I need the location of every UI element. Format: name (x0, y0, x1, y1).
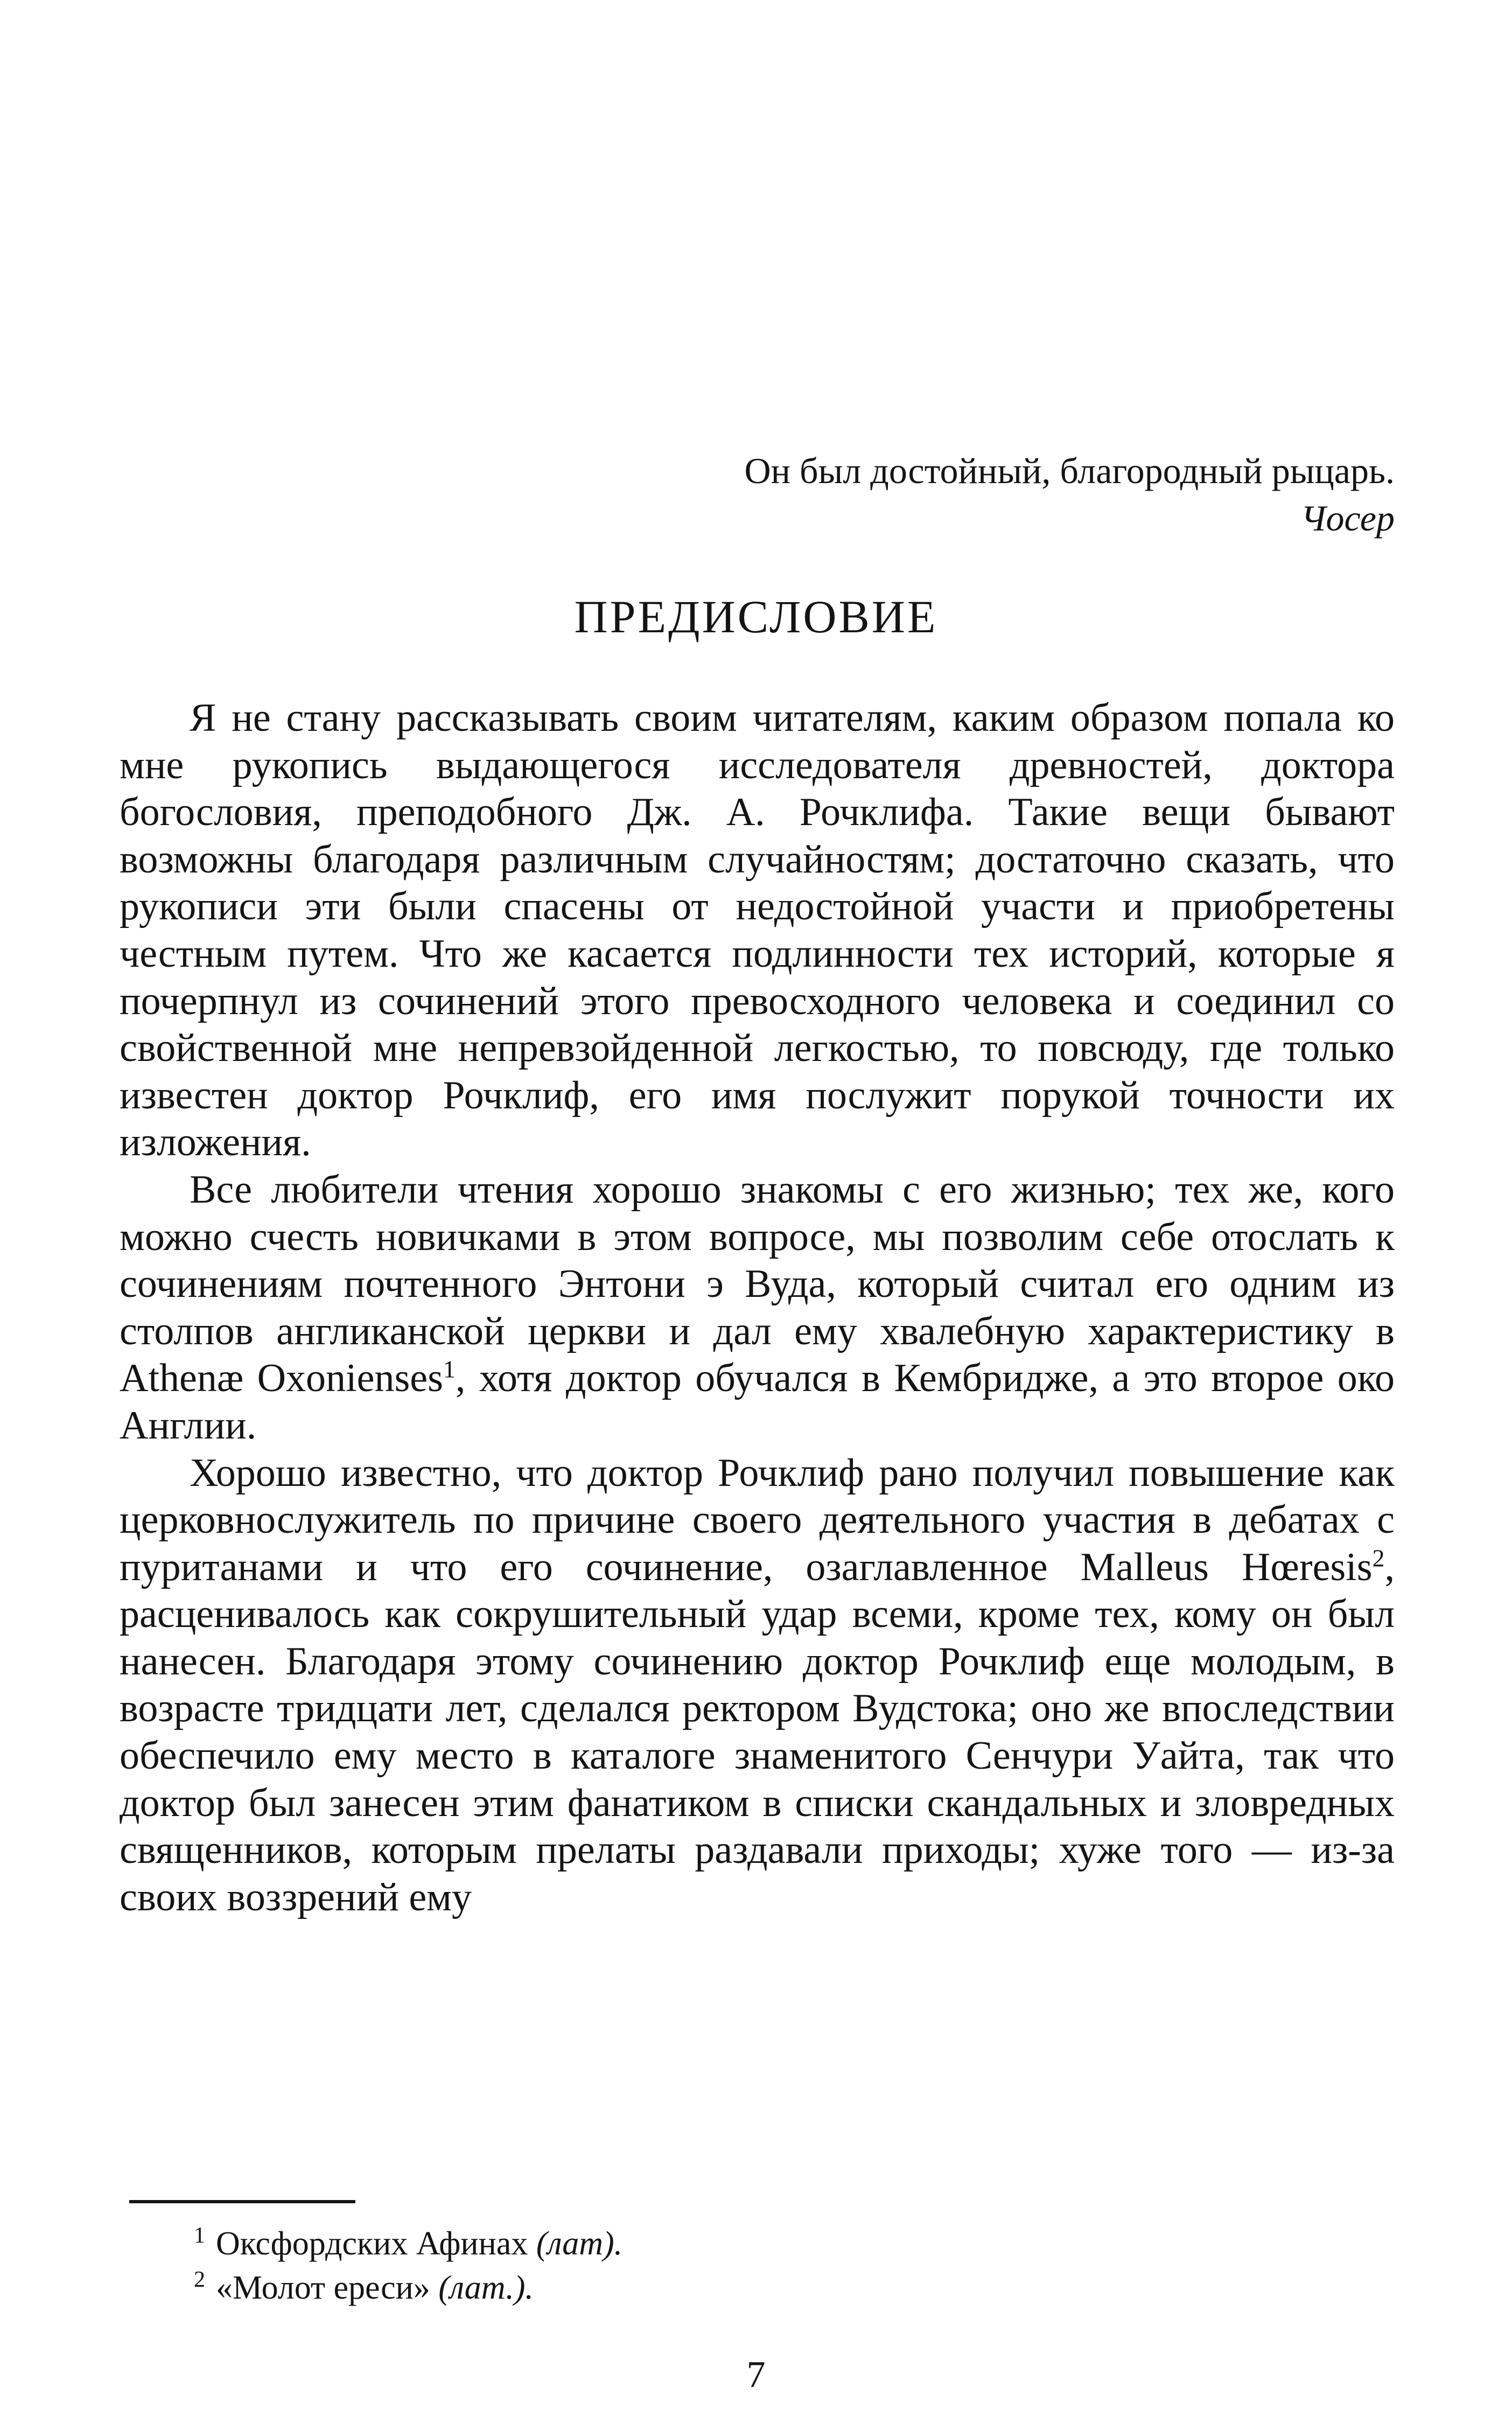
paragraph-2 (120, 1167, 1395, 1450)
footnote-1-lang: (лат). (536, 2225, 623, 2262)
footnote-1-text: Оксфордских Афинах (216, 2225, 528, 2262)
footnote-ref-2: 2 (1372, 1544, 1385, 1572)
footnote-divider (129, 2200, 355, 2203)
footnote-2-number: 2 (194, 2267, 205, 2293)
epigraph (745, 447, 1395, 542)
paragraph-1: Я не стану рассказывать своим читателям, каким образом попала ко мне рукопись выдающегося исследователя древностей, доктора богословия, преподобного Дж. А. Рочклифа. Такие вещи бывают возможны благодаря различным случайностям; достаточно сказать, что рукописи эти были спасены от недостойной участи и приобретены честным путем. Что же касается подлинности тех историй, которые я почерпнул из сочинений этого превосходного человека и соединил со свойственной мне непревзойденной легкостью, то повсюду, где только известен доктор Рочклиф, его имя послужит порукой точности их изложения. (120, 696, 1395, 1165)
footnote-1 (194, 2222, 622, 2266)
body-text (120, 695, 1395, 1921)
paragraph-2-text-before: Все любители чтения хорошо знакомы с его жизнью; тех же, кого можно счесть новичками в этом вопросе, мы позволим себе отослать к сочинениям почтенного Энтони э Вуда, который считал его одним из столпов англиканской церкви и дал ему хвалебную характеристику в Athenæ Oxonienses (120, 1167, 1395, 1401)
footnote-ref-1: 1 (443, 1355, 456, 1383)
footnote-2-lang: (лат.). (438, 2270, 534, 2306)
paragraph-3-text-before: Хорошо известно, что доктор Рочклиф рано получил повышение как церковнослужитель по причине своего деятельного участия в дебатах с пуританами и что его сочинение, озаглавленное Malleus Hœresis (120, 1450, 1395, 1589)
page-number: 7 (746, 2354, 766, 2396)
footnote-1-number: 1 (194, 2223, 205, 2249)
footnote-2 (194, 2266, 622, 2310)
footnotes (194, 2222, 622, 2310)
footnote-2-text: «Молот ереси» (216, 2270, 430, 2306)
paragraph-2-text-after: , хотя доктор обучался в Кембридже, а это второе око Англии. (120, 1356, 1395, 1448)
paragraph-3-text-after: , расценивалось как сокрушительный удар всеми, кроме тех, кому он был нанесен. Благодаря этому сочинению доктор Рочклиф еще молодым, в возрасте тридцати лет, сделался ректором Вудстока; оно же впоследствии обеспечило ему место в каталоге знаменитого Сенчури Уайта, так что доктор был занесен этим фанатиком в списки скандальных и зловредных священников, которым прелаты раздавали приходы; хуже того — из-за своих воззрений ему (120, 1545, 1395, 1919)
paragraph-3 (120, 1450, 1395, 1922)
epigraph-author: Чосер (1300, 498, 1395, 539)
chapter-title: ПРЕДИСЛОВИЕ (574, 591, 938, 643)
epigraph-line: Он был достойный, благородный рыцарь. (744, 450, 1395, 491)
